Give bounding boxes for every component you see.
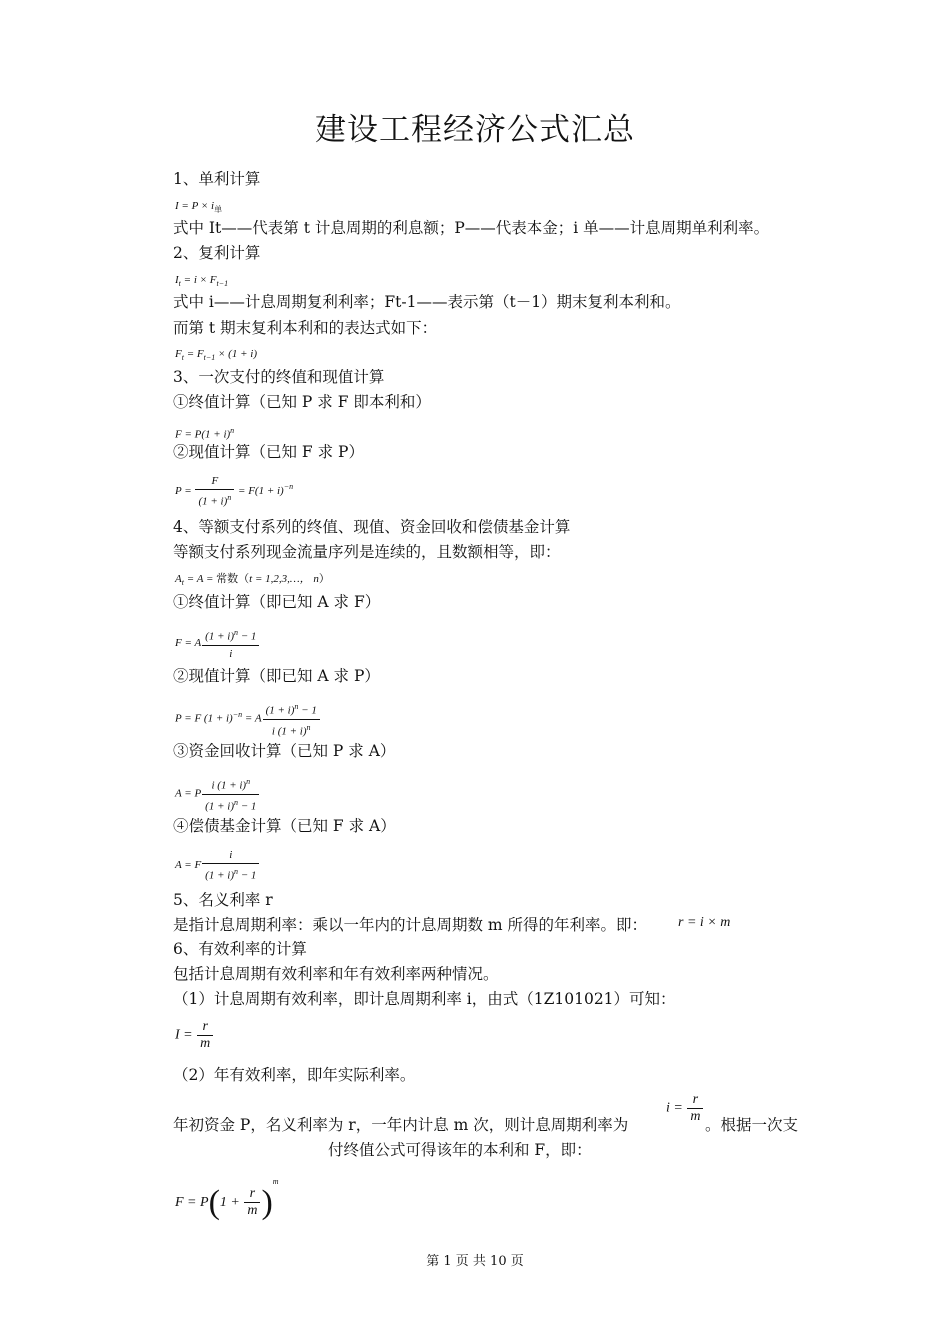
formula-i-equals-r-over-m: i = $\frac{r}{m}$: [666, 1093, 704, 1124]
heading-simple-interest: 1、单利计算: [173, 170, 261, 188]
formula-compound-sum: $F_t = F_{t-1} \times (1 + i)$: [175, 348, 257, 363]
text-nominal-rate-desc: 是指计息周期利率：乘以一年内的计息周期数 m 所得的年利率。即：: [173, 916, 648, 934]
heading-effective-rate: 6、有效利率的计算: [173, 940, 307, 958]
text-annuity-future: ①终值计算（即已知 A 求 F）: [173, 593, 381, 611]
text-effective-rate-intro: 包括计息周期有效利率和年有效利率两种情况。: [173, 965, 499, 983]
text-future-value: ①终值计算（已知 P 求 F 即本利和）: [173, 393, 431, 411]
page-footer: 第 1 页 共 10 页: [426, 1254, 524, 1269]
text-present-value: ②现值计算（已知 F 求 P）: [173, 443, 364, 461]
text-simple-interest-desc: 式中 It——代表第 t 计息周期的利息额；P——代表本金；i 单——计息周期单利利率。: [173, 219, 770, 237]
text-annuity-present: ②现值计算（即已知 A 求 P）: [173, 667, 380, 685]
heading-nominal-rate: 5、名义利率 r: [173, 891, 273, 909]
formula-sinking-fund: A = F $\frac{i}{(1 + i)^n - 1}$: [175, 848, 260, 883]
text-sinking-fund: ④偿债基金计算（已知 F 求 A）: [173, 817, 396, 835]
formula-annuity-constant: $A_t = A$ = 常数（t = 1,2,3,…， n）: [175, 573, 330, 588]
formula-nominal-rate: r = i × m: [678, 915, 731, 930]
heading-single-payment: 3、一次支付的终值和现值计算: [173, 368, 385, 386]
heading-compound-interest: 2、复利计算: [173, 244, 261, 262]
text-annual-rate-desc-cont: 。根据一次支: [705, 1116, 799, 1134]
text-period-effective-rate: （1）计息周期有效利率，即计息周期利率 i，由式（1Z101021）可知：: [173, 990, 676, 1008]
page-title: 建设工程经济公式汇总: [315, 112, 635, 148]
formula-annuity-present: P = F $(1 + i)^{-n} = A$ $\frac{(1 + i)^n - 1}{i (1 + i)^n}$: [175, 700, 321, 738]
text-annual-effective-rate: （2）年有效利率，即年实际利率。: [173, 1066, 416, 1084]
formula-compound-interest: $I_t = i \times F_{t-1}$: [175, 274, 229, 289]
formula-period-rate: I = $\frac{r}{m}$: [175, 1020, 214, 1051]
formula-simple-interest: $I = P \times i_单$: [175, 200, 223, 215]
formula-capital-recovery: A = P $\frac{i (1 + i)^n}{(1 + i)^n - 1}$: [175, 775, 260, 813]
formula-present-value: P = $\frac{F}{(1 + i)^n}$ = $F(1 + i)^{-n}$: [175, 475, 294, 508]
text-annual-rate-desc-2: 付终值公式可得该年的本利和 F，即：: [328, 1141, 592, 1159]
formula-annuity-future: F = A $\frac{(1 + i)^n - 1}{i}$: [175, 626, 260, 661]
text-compound-interest-desc: 式中 i——计息周期复利利率；Ft-1——表示第（t－1）期末复利本利和。: [173, 293, 681, 311]
formula-future-value: $F = P(1 + i)^n$: [175, 426, 235, 441]
text-annual-rate-desc: 年初资金 P，名义利率为 r，一年内计息 m 次，则计息周期利率为: [173, 1116, 629, 1134]
formula-annual-compound: F = P(1 + $\frac{r}{m}$ )$^m$: [175, 1177, 279, 1221]
text-annuity-intro: 等额支付系列现金流量序列是连续的，且数额相等，即：: [173, 543, 561, 561]
heading-annuity: 4、等额支付系列的终值、现值、资金回收和偿债基金计算: [173, 518, 571, 536]
text-compound-sum-intro: 而第 t 期末复利本利和的表达式如下：: [173, 319, 438, 337]
text-capital-recovery: ③资金回收计算（已知 P 求 A）: [173, 742, 396, 760]
